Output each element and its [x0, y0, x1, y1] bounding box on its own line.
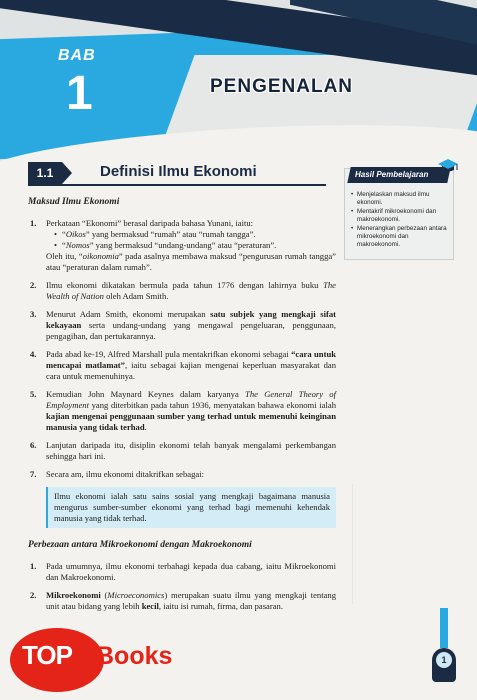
- list-item: 7. Secara am, ilmu ekonomi ditakrifkan sebagai:: [30, 469, 204, 479]
- list-item: 2. Ilmu ekonomi dikatakan bermula pada tahun 1776 dengan lahirnya buku The Wealth of Nation oleh Adam Smith.: [30, 280, 336, 301]
- logo-books-text: Books: [96, 642, 173, 670]
- list-item: 4. Pada abad ke-19, Alfred Marshall pula mentakrifkan ekonomi sebagai “cara untuk mencapai matlamat”, iaitu sebagai kajian mengenai keperluan masyarakat dan cara untuk memenuhinya.: [30, 349, 336, 381]
- page-tab-bar: [440, 608, 448, 648]
- list-item: 6. Lanjutan daripada itu, disiplin ekonomi telah banyak mengalami perkembangan sehingga hari ini.: [30, 440, 336, 461]
- subheading: Maksud Ilmu Ekonomi: [28, 197, 120, 207]
- list-item: 3. Menurut Adam Smith, ekonomi merupakan satu subjek yang mengkaji sifat kekayaan serta undang-undang yang mengawal pengeluaran, penggunaan, pengagihan, dan pertukarannya.: [30, 309, 336, 341]
- chapter-number: 1: [66, 67, 93, 120]
- page-number-tab: [432, 648, 456, 682]
- list-item: 5. Kemudian John Maynard Keynes dalam karyanya The General Theory of Employment yang diterbitkan pada tahun 1936, menyatakan bahawa ekonomi ialah kajian mengenai penggunaan sumber yang terhad untuk memenuhi keinginan manusia yang tidak terhad.: [30, 389, 336, 432]
- logo-top-text: TOP: [22, 640, 72, 670]
- section-title: Definisi Ilmu Ekonomi: [100, 163, 257, 180]
- definition-list: [28, 218, 336, 480]
- list-item: 2. Mikroekonomi (Microeconomics) merupakan suatu ilmu yang mengkaji tentang unit atau bidang yang lebih kecil, iaitu isi rumah, firma, dan pasaran.: [30, 590, 336, 611]
- comparison-list: [28, 561, 336, 612]
- chapter-title: PENGENALAN: [210, 76, 354, 97]
- graduation-cap-icon: [437, 157, 459, 175]
- outcome-item: • Mentakrif mikroekonomi dan makroekonomi.: [351, 208, 451, 224]
- list-item: 1. Perkataan “Ekonomi” berasal daripada bahasa Yunani, iaitu: • “Oikos” yang bermaksud “rumah” atau “rumah tangga”. • “Nomos” yang bermaksud “undang-undang” atau “peraturan”. Oleh itu, “oikonomia” pada asalnya membawa maksud “pengurusan rumah tangga” atau “peraturan dalam rumah”.: [28, 218, 336, 273]
- bab-label: BAB: [58, 47, 96, 64]
- outcome-item: • Menjelaskan maksud ilmu ekonomi.: [351, 191, 451, 207]
- chapter-banner: [0, 0, 477, 168]
- section-heading: [28, 162, 326, 186]
- body-text: [28, 197, 336, 619]
- list-item: 1. Pada umumnya, ilmu ekonomi terbahagi kepada dua cabang, iaitu Mikroekonomi dan Makroekonomi.: [30, 561, 336, 582]
- page-number: 1: [436, 652, 452, 668]
- outcome-item: • Menerangkan perbezaan antara mikroekonomi dan makroekonomi.: [351, 225, 451, 249]
- subheading: Perbezaan antara Mikroekonomi dengan Makroekonomi: [28, 540, 252, 550]
- margin-decoration: [352, 484, 452, 604]
- section-number: 1.1: [28, 162, 62, 184]
- topbooks-watermark: [10, 628, 210, 688]
- definition-box: Ilmu ekonomi ialah satu sains sosial yang mengkaji bagaimana manusia mengurus sumber-sumber ekonomi yang terhad bagi memenuhi kehendak manusia yang tidak terhad.: [46, 487, 336, 528]
- learning-outcomes-box: [344, 168, 454, 260]
- learning-outcomes-title: Hasil Pembelajaran: [347, 167, 450, 183]
